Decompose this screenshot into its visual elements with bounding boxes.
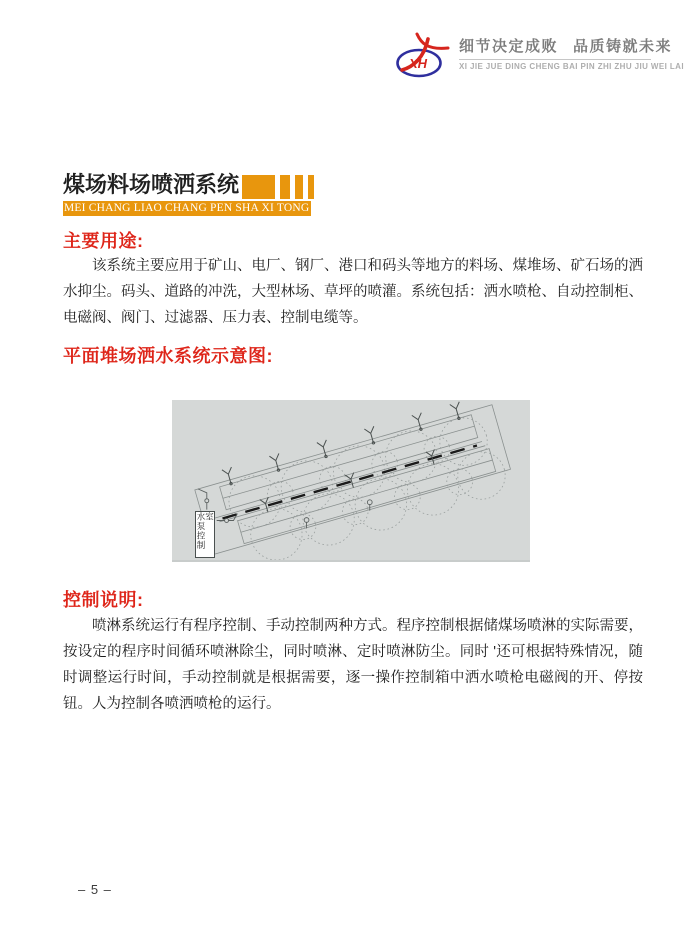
title-block bbox=[63, 170, 314, 216]
pump-control-room-label: 水泵控制室 bbox=[195, 511, 215, 558]
slogan-chinese bbox=[459, 35, 684, 56]
logo-monogram: XH bbox=[408, 56, 428, 71]
xh-logo-icon bbox=[394, 30, 452, 88]
slogan-pinyin: XI JIE JUE DING CHENG BAI PIN ZHI ZHU JIU WEI LAI bbox=[459, 62, 684, 71]
header-brand bbox=[394, 30, 684, 88]
page-title: 煤场料场喷洒系统 bbox=[63, 172, 240, 197]
sprinkler-system-diagram bbox=[172, 400, 530, 562]
slogan-divider bbox=[459, 59, 651, 60]
diagram-heading: 平面堆场洒水系统示意图: bbox=[63, 346, 273, 366]
usage-heading: 主要用途: bbox=[63, 231, 144, 251]
control-paragraph: 喷淋系统运行有程序控制、手动控制两种方式。程序控制根据储煤场喷淋的实际需要，按设定的程序时间循环喷淋除尘，同时喷淋、定时喷淋防尘。同时 '还可根据特殊情况，随时调整运行时间，手动控制就是根据需要，逐一操作控制箱中洒水喷枪电磁阀的开、停按钮。人为控制各喷洒喷枪的运行。 bbox=[63, 618, 643, 712]
page-number: – 5 – bbox=[78, 882, 112, 897]
sprinkler-diagram-drawing-icon bbox=[172, 400, 530, 560]
usage-paragraph: 该系统主要应用于矿山、电厂、钢厂、港口和码头等地方的料场、煤堆场、矿石场的洒水抑尘。码头、道路的冲洗，大型林场、草坪的喷灌。系统包括：洒水喷枪、自动控制柜、电磁阀、阀门、过滤器、压力表、控制电缆等。 bbox=[63, 258, 643, 326]
slogan-left: 细节决定成败 bbox=[459, 38, 559, 55]
slogan-right: 品质铸就未来 bbox=[573, 38, 673, 55]
title-accent-blocks-icon bbox=[242, 175, 314, 199]
header-slogan bbox=[459, 30, 684, 71]
control-heading: 控制说明: bbox=[63, 590, 144, 610]
title-pinyin-band: MEI CHANG LIAO CHANG PEN SHA XI TONG bbox=[64, 202, 310, 214]
